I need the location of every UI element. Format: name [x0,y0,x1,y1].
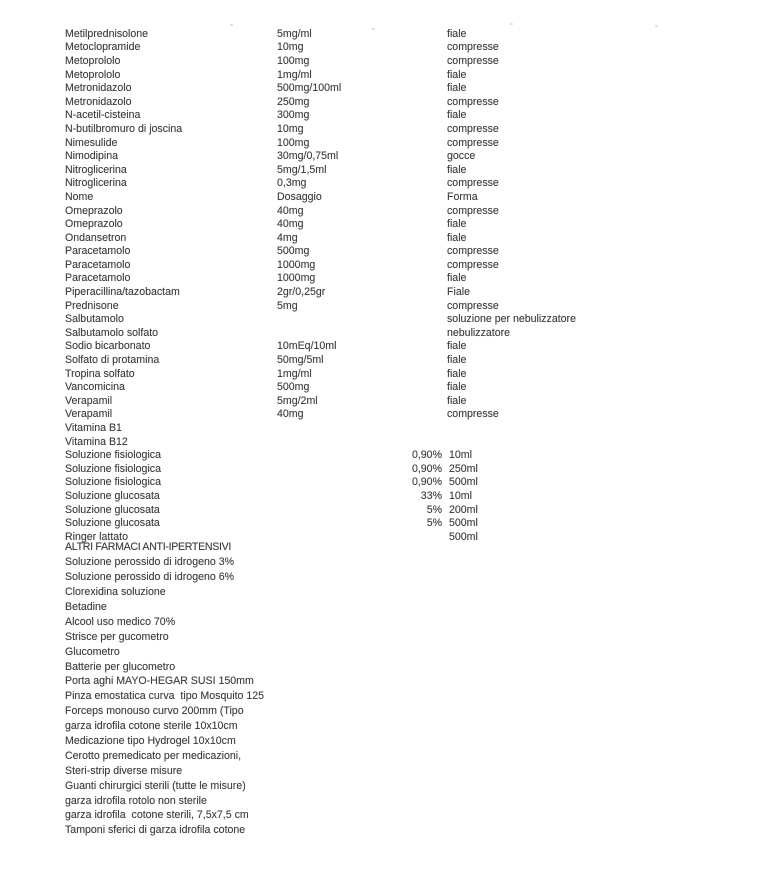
dosage-cell: 1mg/ml [277,367,312,380]
table-row [65,380,758,394]
dosage-cell: 250mg [277,95,310,108]
dosage-cell: 10mg [277,122,304,135]
dosage-cell: 10mEq/10ml [277,340,337,353]
volume-cell: 500ml [449,530,478,543]
dosage-cell: Dosaggio [277,190,322,203]
dosage-cell: 50mg/5ml [277,354,324,367]
drug-name-cell: Prednisone [65,299,119,312]
table-row [65,27,758,41]
table-row [65,421,758,435]
list-item: garza idrofila cotone sterile 10x10cm [65,720,238,733]
drug-name-cell: Nitroglicerina [65,163,127,176]
table-row [65,41,758,55]
drug-name-cell: Metilprednisolone [65,27,149,40]
dosage-cell: 300mg [277,109,310,122]
table-row [65,353,758,367]
form-cell: Forma [447,190,478,203]
table-row [65,285,758,299]
drug-name-cell: Omeprazolo [65,204,123,217]
form-cell: fiale [447,394,467,407]
table-row [65,177,758,191]
form-cell: fiale [447,218,467,231]
list-item: Cerotto premedicato per medicazioni, [65,749,242,762]
dosage-cell: 0,3mg [277,177,307,190]
drug-name-cell: Verapamil [65,408,113,421]
form-cell: compresse [447,41,499,54]
dosage-cell: 2gr/0,25gr [277,286,326,299]
drug-name-cell: Vitamina B1 [65,422,122,435]
form-cell: gocce [447,150,476,163]
dosage-cell: 500mg [277,245,310,258]
list-item: Soluzione perossido di idrogeno 3% [65,556,235,569]
list-item: Alcool uso medico 70% [65,615,176,628]
volume-cell: 10ml [449,489,472,502]
medication-table [65,27,758,544]
form-cell: compresse [447,54,499,67]
form-cell: compresse [447,258,499,271]
table-row [65,326,758,340]
dosage-cell: 4mg [277,231,298,244]
dosage-cell: 5mg/2ml [277,394,318,407]
solution-name-cell: Soluzione glucosata [65,517,160,530]
table-row [65,258,758,272]
dosage-cell: 40mg [277,218,304,231]
form-cell: fiale [447,381,467,394]
drug-name-cell: Metronidazolo [65,95,132,108]
drug-name-cell: Solfato di protamina [65,354,160,367]
table-row [65,408,758,422]
drug-name-cell: Metoprololo [65,54,121,67]
list-item: Porta aghi MAYO-HEGAR SUSI 150mm [65,675,254,688]
drug-name-cell: Nome [65,190,94,203]
form-cell: fiale [447,354,467,367]
scan-speck [510,23,513,25]
drug-name-cell: Piperacillina/tazobactam [65,286,180,299]
scan-speck [230,24,233,26]
form-cell: fiale [447,163,467,176]
form-cell: compresse [447,177,499,190]
drug-name-cell: Nitroglicerina [65,177,127,190]
list-item: Soluzione perossido di idrogeno 6% [65,571,235,584]
dosage-cell: 500mg [277,381,310,394]
supplies-header: ALTRI FARMACI ANTI-IPERTENSIVI [65,541,232,554]
volume-cell: 10ml [449,449,472,462]
solution-name-cell: Soluzione fisiologica [65,476,161,489]
dosage-cell: 5mg/ml [277,27,312,40]
column-header-row [65,190,758,204]
percent-cell: 0,90% [411,462,442,475]
solution-row [65,448,758,462]
solution-row [65,516,758,530]
drug-name-cell: Metronidazolo [65,82,132,95]
list-item: Guanti chirurgici sterili (tutte le misure) [65,779,246,792]
drug-name-cell: Metoprololo [65,68,121,81]
form-cell: fiale [447,231,467,244]
percent-cell: 5% [426,517,442,530]
list-item: Steri-strip diverse misure [65,764,183,777]
drug-name-cell: Sodio bicarbonato [65,340,151,353]
table-row [65,81,758,95]
table-row [65,312,758,326]
list-item: garza idrofila rotolo non sterile [65,794,207,807]
form-cell: compresse [447,95,499,108]
table-row [65,231,758,245]
drug-name-cell: N-butilbromuro di joscina [65,122,183,135]
solution-row [65,476,758,490]
solution-name-cell: Ringer lattato [65,530,129,543]
dosage-cell: 40mg [277,204,304,217]
list-item: Glucometro [65,645,120,658]
table-row [65,272,758,286]
supplies-list [65,555,264,838]
drug-name-cell: Vancomicina [65,381,125,394]
drug-name-cell: Nimesulide [65,136,118,149]
form-cell: compresse [447,204,499,217]
supplies-section [65,540,264,838]
drug-name-cell: Salbutamolo solfato [65,326,159,339]
solution-row [65,489,758,503]
form-cell: compresse [447,299,499,312]
list-item: Pinza emostatica curva tipo Mosquito 125 [65,690,265,703]
solution-name-cell: Soluzione glucosata [65,503,160,516]
form-cell: soluzione per nebulizzatore [447,313,576,326]
form-cell: fiale [447,109,467,122]
table-row [65,163,758,177]
drug-name-cell: Ondansetron [65,231,127,244]
form-cell: compresse [447,408,499,421]
form-cell: fiale [447,367,467,380]
list-item: Forceps monouso curvo 200mm (Tipo [65,705,244,718]
solution-row [65,503,758,517]
table-row [65,149,758,163]
table-row [65,299,758,313]
solution-name-cell: Soluzione fisiologica [65,449,161,462]
volume-cell: 250ml [449,462,478,475]
table-row [65,217,758,231]
volume-cell: 500ml [449,476,478,489]
table-row [65,109,758,123]
volume-cell: 200ml [449,503,478,516]
list-item: Batterie per glucometro [65,660,176,673]
form-cell: fiale [447,82,467,95]
table-row [65,68,758,82]
dosage-cell: 1000mg [277,272,316,285]
drug-name-cell: Metoclopramide [65,41,141,54]
table-row [65,136,758,150]
form-cell: fiale [447,272,467,285]
form-cell: compresse [447,122,499,135]
form-cell: fiale [447,68,467,81]
dosage-cell: 30mg/0,75ml [277,150,339,163]
table-row [65,95,758,109]
table-row [65,204,758,218]
percent-cell: 33% [420,489,442,502]
solution-name-cell: Soluzione glucosata [65,489,160,502]
drug-name-cell: Omeprazolo [65,218,123,231]
table-row [65,435,758,449]
dosage-cell: 40mg [277,408,304,421]
table-row [65,122,758,136]
table-row [65,394,758,408]
list-item: Clorexidina soluzione [65,586,166,599]
drug-name-cell: Salbutamolo [65,313,124,326]
drug-name-cell: Paracetamolo [65,258,131,271]
drug-name-cell: Vitamina B12 [65,435,128,448]
list-item: Betadine [65,601,107,613]
drug-name-cell: N-acetil-cisteina [65,109,141,122]
dosage-cell: 5mg/1,5ml [277,163,327,176]
form-cell: fiale [447,27,467,40]
volume-cell: 500ml [449,517,478,530]
form-cell: fiale [447,340,467,353]
list-item: Medicazione tipo Hydrogel 10x10cm [65,735,236,748]
form-cell: nebulizzatore [447,326,511,339]
solution-name-cell: Soluzione fisiologica [65,462,161,475]
solution-row [65,462,758,476]
table-row [65,367,758,381]
drug-name-cell: Paracetamolo [65,245,131,258]
table-row [65,54,758,68]
form-cell: Fiale [447,286,470,299]
table-row [65,245,758,259]
drug-name-cell: Nimodipina [65,150,118,163]
percent-cell: 0,90% [411,449,442,462]
table-row [65,340,758,354]
dosage-cell: 100mg [277,54,310,67]
dosage-cell: 10mg [277,41,304,54]
form-cell: compresse [447,245,499,258]
dosage-cell: 500mg/100ml [277,82,342,95]
list-item: Strisce per gucometro [65,630,169,643]
list-item: Tamponi sferici di garza idrofila cotone [65,824,246,837]
dosage-cell: 1000mg [277,258,316,271]
form-cell: compresse [447,136,499,149]
drug-name-cell: Tropina solfato [65,367,135,380]
percent-cell: 5% [426,503,442,516]
dosage-cell: 100mg [277,136,310,149]
dosage-cell: 1mg/ml [277,68,312,81]
drug-name-cell: Paracetamolo [65,272,131,285]
list-item: garza idrofila cotone sterili, 7,5x7,5 cm [65,809,249,822]
dosage-cell: 5mg [277,299,298,312]
drug-name-cell: Verapamil [65,394,113,407]
percent-cell: 0,90% [411,476,442,489]
